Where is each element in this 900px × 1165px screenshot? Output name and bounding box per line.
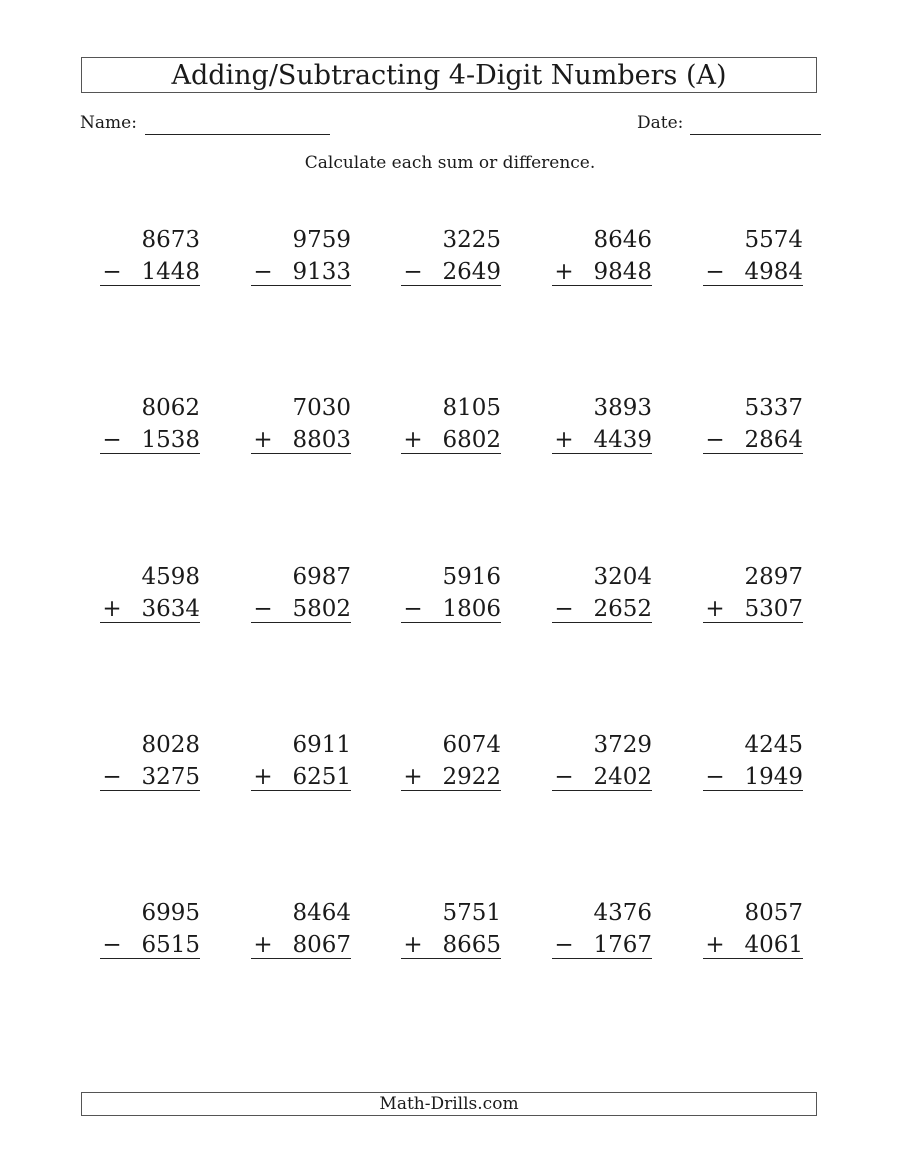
answer-line — [401, 764, 501, 791]
problem-17 — [251, 734, 351, 794]
operator-sign: − — [705, 259, 725, 285]
first-operand: 4598 — [141, 564, 200, 590]
problem-25 — [703, 902, 803, 962]
operator-sign: + — [554, 259, 574, 285]
operator-sign: − — [705, 427, 725, 453]
problem-1 — [100, 229, 200, 289]
first-operand: 9759 — [292, 227, 351, 253]
operator-sign: − — [102, 259, 122, 285]
second-operand: 1538 — [141, 427, 200, 453]
second-operand: 4061 — [744, 932, 803, 958]
operator-sign: − — [705, 764, 725, 790]
operator-sign: + — [403, 932, 423, 958]
second-operand: 8665 — [442, 932, 501, 958]
answer-line — [703, 259, 803, 286]
answer-line — [100, 427, 200, 454]
second-operand: 4984 — [744, 259, 803, 285]
answer-line — [703, 932, 803, 959]
first-operand: 4376 — [593, 900, 652, 926]
problem-2 — [251, 229, 351, 289]
first-operand: 3729 — [593, 732, 652, 758]
problem-6 — [100, 397, 200, 457]
operator-sign: − — [403, 596, 423, 622]
operator-sign: − — [102, 427, 122, 453]
first-operand: 8062 — [141, 395, 200, 421]
first-operand: 6074 — [442, 732, 501, 758]
problem-14 — [552, 566, 652, 626]
worksheet-title-text: Adding/Subtracting 4-Digit Numbers (A) — [171, 59, 727, 91]
second-operand: 5802 — [292, 596, 351, 622]
name-label: Name: — [80, 113, 137, 133]
first-operand: 3225 — [442, 227, 501, 253]
answer-line — [100, 596, 200, 623]
operator-sign: + — [403, 427, 423, 453]
date-label: Date: — [637, 113, 684, 133]
second-operand: 6251 — [292, 764, 351, 790]
problem-22 — [251, 902, 351, 962]
operator-sign: − — [554, 764, 574, 790]
answer-line — [401, 427, 501, 454]
second-operand: 8803 — [292, 427, 351, 453]
problem-15 — [703, 566, 803, 626]
problem-5 — [703, 229, 803, 289]
operator-sign: + — [403, 764, 423, 790]
operator-sign: − — [102, 764, 122, 790]
problem-19 — [552, 734, 652, 794]
first-operand: 5916 — [442, 564, 501, 590]
first-operand: 8673 — [141, 227, 200, 253]
second-operand: 4439 — [593, 427, 652, 453]
second-operand: 3634 — [141, 596, 200, 622]
second-operand: 6515 — [141, 932, 200, 958]
operator-sign: − — [253, 596, 273, 622]
second-operand: 6802 — [442, 427, 501, 453]
problem-8 — [401, 397, 501, 457]
second-operand: 1767 — [593, 932, 652, 958]
second-operand: 2864 — [744, 427, 803, 453]
instructions: Calculate each sum or difference. — [304, 153, 596, 173]
second-operand: 3275 — [141, 764, 200, 790]
first-operand: 8464 — [292, 900, 351, 926]
answer-line — [251, 427, 351, 454]
problem-11 — [100, 566, 200, 626]
first-operand: 6987 — [292, 564, 351, 590]
operator-sign: + — [253, 427, 273, 453]
first-operand: 6911 — [292, 732, 351, 758]
second-operand: 1949 — [744, 764, 803, 790]
problem-4 — [552, 229, 652, 289]
first-operand: 4245 — [744, 732, 803, 758]
operator-sign: + — [102, 596, 122, 622]
second-operand: 2649 — [442, 259, 501, 285]
operator-sign: − — [554, 932, 574, 958]
first-operand: 3204 — [593, 564, 652, 590]
first-operand: 5574 — [744, 227, 803, 253]
problem-24 — [552, 902, 652, 962]
operator-sign: + — [705, 596, 725, 622]
first-operand: 5751 — [442, 900, 501, 926]
first-operand: 6995 — [141, 900, 200, 926]
answer-line — [401, 596, 501, 623]
answer-line — [251, 764, 351, 791]
first-operand: 8028 — [141, 732, 200, 758]
first-operand: 2897 — [744, 564, 803, 590]
answer-line — [100, 259, 200, 286]
answer-line — [552, 932, 652, 959]
operator-sign: + — [554, 427, 574, 453]
answer-line — [552, 427, 652, 454]
operator-sign: − — [403, 259, 423, 285]
answer-line — [401, 259, 501, 286]
operator-sign: + — [253, 764, 273, 790]
operator-sign: − — [253, 259, 273, 285]
problem-12 — [251, 566, 351, 626]
first-operand: 5337 — [744, 395, 803, 421]
operator-sign: + — [705, 932, 725, 958]
first-operand: 8105 — [442, 395, 501, 421]
operator-sign: − — [102, 932, 122, 958]
answer-line — [703, 427, 803, 454]
answer-line — [703, 596, 803, 623]
footer — [81, 1092, 817, 1116]
first-operand: 3893 — [593, 395, 652, 421]
operator-sign: − — [554, 596, 574, 622]
problem-9 — [552, 397, 652, 457]
footer-text: Math-Drills.com — [379, 1093, 519, 1114]
problem-23 — [401, 902, 501, 962]
answer-line — [251, 596, 351, 623]
problem-20 — [703, 734, 803, 794]
problem-16 — [100, 734, 200, 794]
second-operand: 2922 — [442, 764, 501, 790]
problem-21 — [100, 902, 200, 962]
problem-3 — [401, 229, 501, 289]
first-operand: 7030 — [292, 395, 351, 421]
second-operand: 5307 — [744, 596, 803, 622]
first-operand: 8057 — [744, 900, 803, 926]
second-operand: 9133 — [292, 259, 351, 285]
answer-line — [552, 259, 652, 286]
answer-line — [251, 932, 351, 959]
second-operand: 2402 — [593, 764, 652, 790]
answer-line — [100, 764, 200, 791]
problem-10 — [703, 397, 803, 457]
answer-line — [401, 932, 501, 959]
second-operand: 1806 — [442, 596, 501, 622]
answer-line — [251, 259, 351, 286]
second-operand: 2652 — [593, 596, 652, 622]
second-operand: 9848 — [593, 259, 652, 285]
second-operand: 8067 — [292, 932, 351, 958]
problem-18 — [401, 734, 501, 794]
answer-line — [703, 764, 803, 791]
answer-line — [100, 932, 200, 959]
problem-13 — [401, 566, 501, 626]
problem-7 — [251, 397, 351, 457]
operator-sign: + — [253, 932, 273, 958]
second-operand: 1448 — [141, 259, 200, 285]
first-operand: 8646 — [593, 227, 652, 253]
answer-line — [552, 596, 652, 623]
answer-line — [552, 764, 652, 791]
